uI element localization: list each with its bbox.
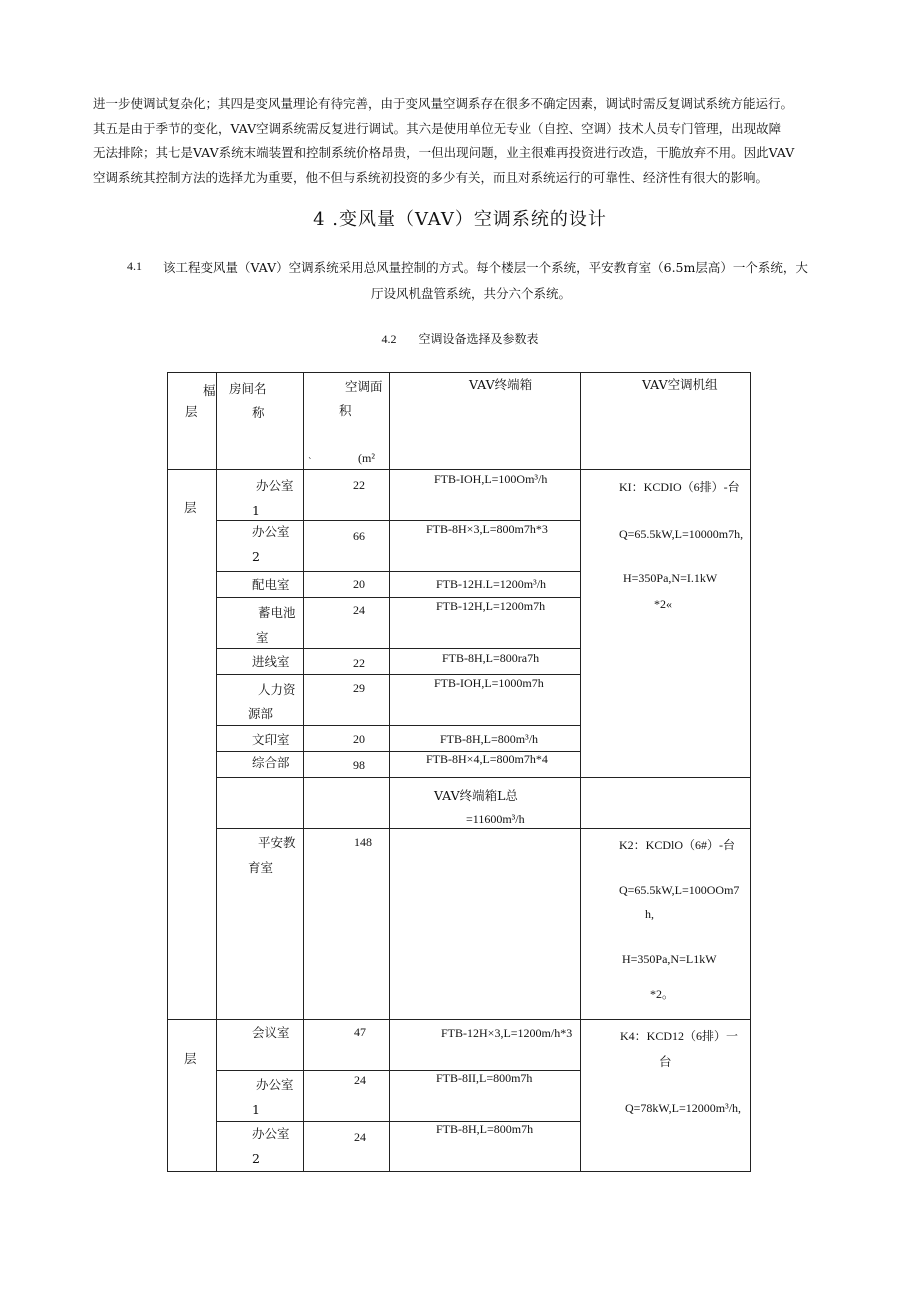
terminal-total: VAV终端箱L总: [434, 788, 518, 803]
intro-paragraph: [93, 92, 835, 190]
vav-ahu-spec: Q=78kW,L=12000m³/h,: [625, 1101, 742, 1115]
vav-ahu-spec: K4：KCD12（6排）一: [620, 1029, 739, 1043]
vav-terminal-spec: FTB-12H×3,L=1200m/h*3: [441, 1026, 573, 1040]
vav-ahu-spec: h,: [645, 907, 654, 921]
vav-ahu-spec: KI：KCDIO（6排）-台: [619, 480, 740, 494]
room-area: 24: [354, 1130, 366, 1144]
section-heading: 4 .变风量（VAV）空调系统的设计: [313, 209, 607, 230]
vav-ahu-spec: H=350Pa,N=L1kW: [622, 952, 717, 966]
room-area: 24: [354, 1073, 366, 1087]
room-name: 文印室: [252, 732, 290, 747]
header-vav-terminal: VAV终端箱: [469, 377, 533, 392]
vav-ahu-spec: Q=65.5kW,L=100OOm7: [619, 883, 740, 897]
header-room-name: 称: [252, 405, 265, 420]
room-area: 148: [354, 835, 372, 849]
intro-line: 无法排除；其七是VAV系统末端装置和控制系统价格昂贵，一但出现问题，业主很难再投资进行改造，干脆放弃不用。因此VAV: [93, 145, 795, 160]
room-area: 20: [353, 732, 365, 746]
table-caption-number: 4.2: [381, 332, 397, 346]
room-name: 室: [256, 630, 269, 645]
room-area: 47: [354, 1025, 366, 1039]
table-caption: [0, 330, 920, 347]
room-name: 进线室: [252, 654, 290, 669]
floor-label: 层: [184, 1051, 197, 1066]
room-name: 2: [252, 1151, 260, 1166]
room-area: 29: [353, 681, 365, 695]
vav-ahu-spec: K2：KCDlO（6#）-台: [619, 838, 735, 852]
vav-ahu-spec: *2«: [654, 597, 672, 611]
room-area: 66: [353, 529, 365, 543]
room-name: 人力资: [258, 682, 296, 697]
vav-terminal-spec: FTB-8H×3,L=800m7h*3: [426, 522, 548, 536]
vav-terminal-spec: FTB-IOH,L=100Om³/h: [434, 472, 548, 486]
room-name: 2: [252, 549, 260, 564]
section-4-1-text: [163, 255, 839, 307]
equipment-table: [167, 372, 751, 1172]
header-room-name: 房间名: [229, 381, 267, 396]
vav-ahu-spec: *2。: [650, 987, 675, 1001]
floor-label: 层: [184, 500, 197, 515]
terminal-total: =11600m³/h: [466, 812, 525, 826]
room-name: 蓄电池: [258, 605, 296, 620]
room-area: 22: [353, 656, 365, 670]
section-4-1-line: 厅设风机盘管系统，共分六个系统。: [370, 286, 571, 301]
intro-line: 空调系统其控制方法的选择尤为重要，他不但与系统初投资的多少有关，而且对系统运行的可靠性、经济性有很大的影响。: [93, 169, 769, 185]
vav-ahu-spec: Q=65.5kW,L=10000m7h,: [619, 527, 744, 541]
room-name: 1: [252, 503, 260, 518]
room-area: 20: [353, 577, 365, 591]
header-area: 积: [339, 403, 352, 418]
room-name: 源部: [248, 706, 274, 721]
section-4-1-number: 4.1: [127, 259, 142, 273]
vav-ahu-spec: 台: [659, 1054, 672, 1069]
intro-line: 其五是由于季节的变化，VAV空调系统需反复进行调试。其六是使用单位无专业（自控、空调）技术人员专门管理，出现故障: [93, 120, 782, 136]
room-name: 会议室: [252, 1025, 290, 1040]
header-area: ˋ: [308, 458, 313, 468]
vav-ahu-spec: H=350Pa,N=I.1kW: [623, 571, 718, 585]
vav-terminal-spec: FTB-12H.L=1200m³/h: [436, 577, 547, 591]
intro-line: 进一步使调试复杂化；其四是变风量理论有待完善，由于变风量空调系存在很多不确定因素，调试时需反复调试系统方能运行。: [93, 96, 794, 111]
room-name: 育室: [248, 860, 274, 875]
room-area: 24: [353, 603, 365, 617]
vav-terminal-spec: FTB-8H,L=800m³/h: [440, 732, 539, 746]
vav-terminal-spec: FTB-IOH,L=1000m7h: [434, 676, 544, 690]
table-caption-title: 空调设备选择及参数表: [418, 332, 539, 346]
room-name: 办公室: [256, 478, 294, 493]
header-area-unit: (m²: [358, 451, 375, 465]
header-floor: 层: [185, 404, 198, 419]
room-name: 综合部: [252, 755, 290, 770]
vav-terminal-spec: FTB-12H,L=1200m7h: [436, 599, 546, 613]
header-area: 空调面: [345, 379, 383, 394]
vav-terminal-spec: FTB-8II,L=800m7h: [436, 1071, 533, 1085]
section-4-1-line: 该工程变风量（VAV）空调系统采用总风量控制的方式。每个楼层一个系统，平安教育室（6.5m层高）一个系统，大: [163, 260, 808, 275]
room-name: 配电室: [252, 577, 290, 592]
vav-terminal-spec: FTB-8H,L=800m7h: [436, 1122, 534, 1136]
room-name: 平安教: [258, 835, 296, 850]
room-name: 办公室: [252, 524, 290, 539]
room-name: 办公室: [252, 1126, 290, 1141]
room-name: 1: [252, 1102, 260, 1117]
header-floor: 楅: [203, 383, 216, 398]
room-name: 办公室: [256, 1077, 294, 1092]
vav-terminal-spec: FTB-8H,L=800ra7h: [442, 651, 540, 665]
room-area: 22: [353, 478, 365, 492]
header-vav-ahu: VAV空调机组: [642, 377, 718, 392]
room-area: 98: [353, 758, 365, 772]
vav-terminal-spec: FTB-8H×4,L=800m7h*4: [426, 752, 548, 766]
